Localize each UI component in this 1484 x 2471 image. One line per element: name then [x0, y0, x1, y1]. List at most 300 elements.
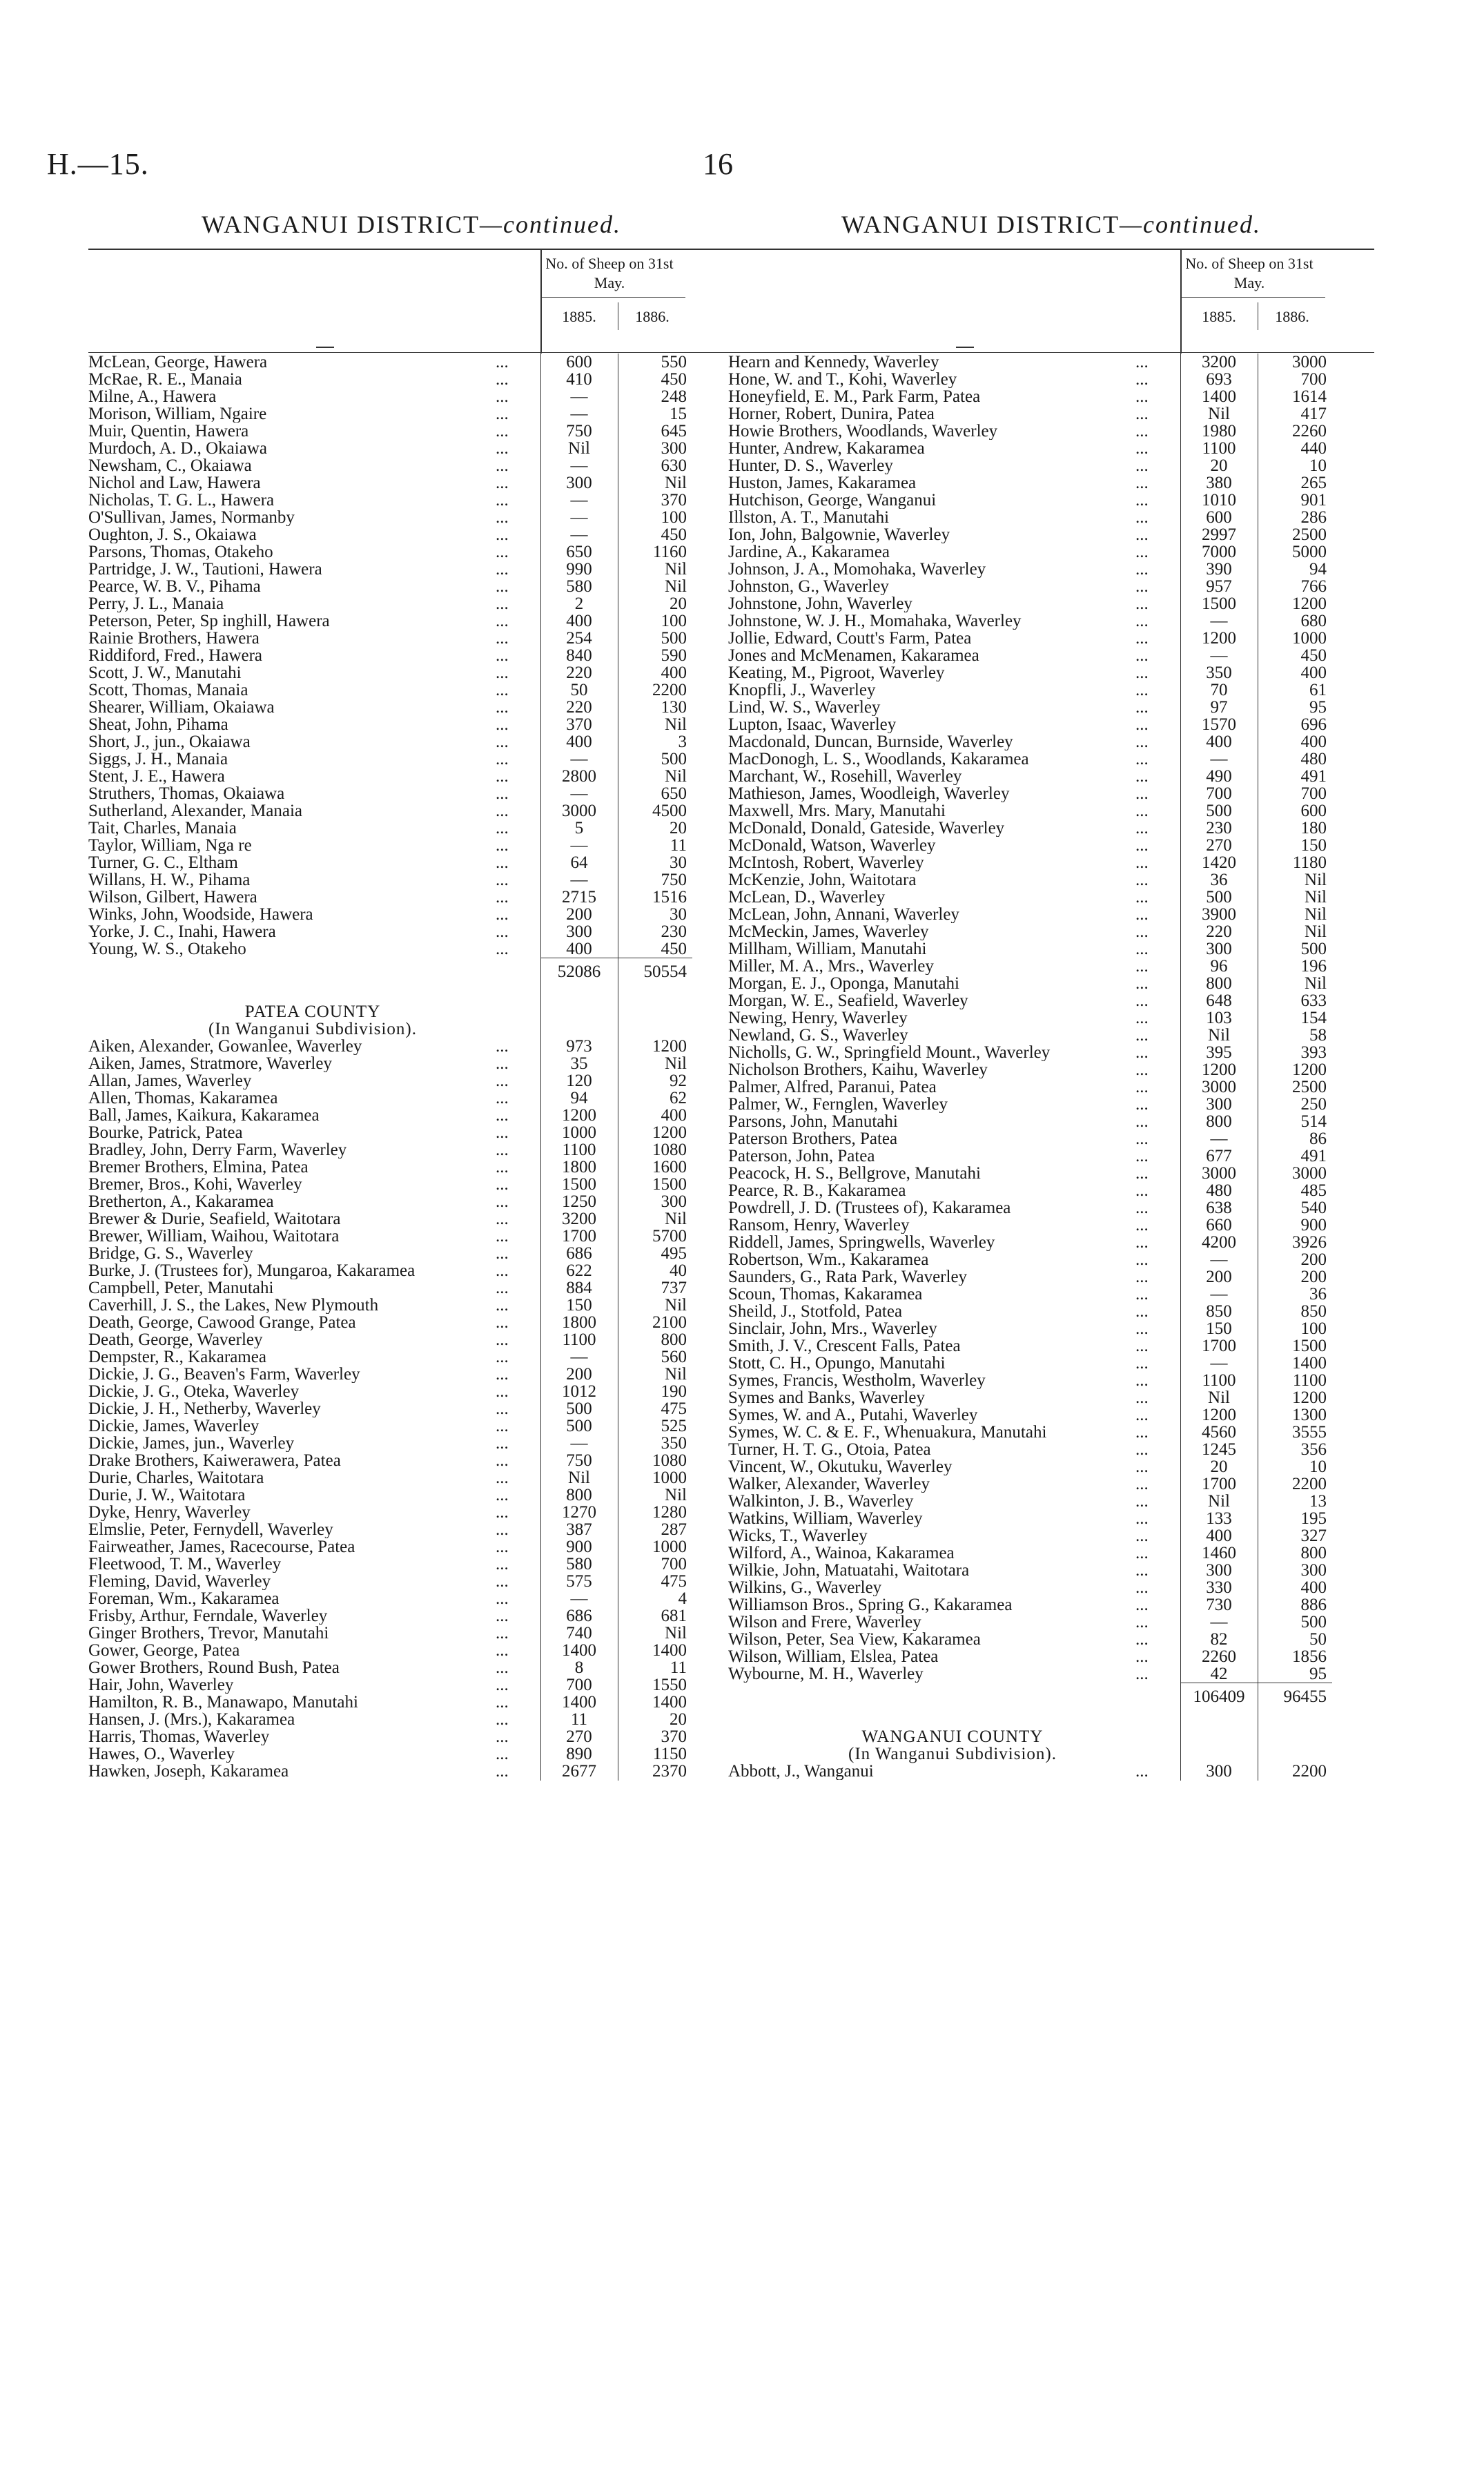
table-row	[728, 854, 1374, 871]
sheep-1885-value: 3000	[1202, 1078, 1236, 1096]
sheep-1886-value: 150	[1300, 836, 1327, 855]
owner-name: Hunter, Andrew, Kakaramea	[728, 440, 925, 457]
leader-dots: ...	[496, 594, 509, 613]
sheep-1885-value: 400	[566, 612, 592, 630]
sheep-1886-value: 100	[661, 612, 687, 630]
sheep-1886-value: 1614	[1292, 387, 1327, 406]
table-row	[728, 1493, 1374, 1510]
leader-dots: ...	[1135, 1492, 1149, 1511]
leader-dots: ...	[1135, 577, 1149, 596]
leader-dots: ...	[496, 646, 509, 665]
table-row	[88, 1607, 734, 1625]
sheep-1886-value: 5700	[652, 1227, 687, 1246]
leader-dots: ...	[496, 663, 509, 682]
leader-dots: ...	[1135, 1199, 1149, 1217]
table-row	[88, 1728, 734, 1745]
leader-dots: ...	[1135, 439, 1149, 458]
sheep-1885-value: 1500	[1202, 594, 1236, 613]
sheep-1886-value: 450	[1300, 646, 1327, 665]
sheep-1886-value: 10	[1309, 1457, 1327, 1476]
table-row	[88, 405, 734, 423]
leader-dots: ...	[1135, 387, 1149, 406]
name-column-dash	[956, 347, 974, 348]
owner-name: Sinclair, John, Mrs., Waverley	[728, 1320, 937, 1337]
table-row	[88, 820, 734, 837]
table-row	[88, 1452, 734, 1469]
sheep-1885-value: 330	[1206, 1578, 1232, 1597]
sheep-1886-value: 1000	[1292, 629, 1327, 648]
leader-dots: ...	[1135, 871, 1149, 889]
owner-name: Wybourne, M. H., Waverley	[728, 1665, 924, 1683]
leader-dots: ...	[1135, 905, 1149, 924]
total-row	[1180, 1683, 1332, 1711]
sheep-count-header: No. of Sheep on 31st May.	[1185, 255, 1314, 291]
owner-name: Aiken, Alexander, Gowanlee, Waverley	[88, 1038, 362, 1055]
leader-dots: ...	[1135, 1026, 1149, 1045]
leader-dots: ...	[1135, 1665, 1149, 1683]
owner-name: Palmer, W., Fernglen, Waverley	[728, 1096, 948, 1113]
leader-dots: ...	[1135, 1544, 1149, 1562]
leader-dots: ...	[1135, 1250, 1149, 1269]
leader-dots: ...	[1135, 1147, 1149, 1165]
owner-name: Morgan, E. J., Oponga, Manutahi	[728, 975, 959, 992]
table-row	[728, 440, 1374, 457]
owner-name: Taylor, William, Nga re	[88, 837, 252, 854]
sheep-1885-value: Nil	[1208, 1388, 1230, 1407]
table-row	[728, 975, 1374, 992]
owner-name: Stent, J. E., Hawera	[88, 768, 225, 785]
leader-dots: ...	[1135, 629, 1149, 648]
leader-dots: ...	[496, 767, 509, 786]
sheep-1886-value: 58	[1309, 1026, 1327, 1045]
table-row	[728, 1337, 1374, 1355]
owner-name: Turner, G. C., Eltham	[88, 854, 238, 871]
sheep-1886-value: Nil	[665, 715, 687, 734]
sheep-1885-value: 230	[1206, 819, 1232, 837]
table-row	[728, 1355, 1374, 1372]
page-number: 16	[703, 147, 733, 181]
sheep-1885-value: 600	[1206, 508, 1232, 527]
table-row	[88, 1245, 734, 1262]
sheep-1886-value: 400	[661, 1106, 687, 1125]
sheep-1886-value: 560	[661, 1348, 687, 1366]
leader-dots: ...	[1135, 974, 1149, 993]
sheep-1885-value: 500	[566, 1417, 592, 1435]
leader-dots: ...	[1135, 646, 1149, 665]
table-row	[88, 543, 734, 561]
table-row	[728, 1631, 1374, 1648]
sheep-1886-value: 450	[661, 370, 687, 389]
owner-name: Dickie, James, Waverley	[88, 1417, 260, 1435]
table-row	[88, 1573, 734, 1590]
table-row	[88, 768, 734, 785]
owner-name: Muir, Quentin, Hawera	[88, 423, 249, 440]
owner-name: Morison, William, Ngaire	[88, 405, 267, 423]
leader-dots: ...	[496, 715, 509, 734]
sheep-1885-value: 103	[1206, 1009, 1232, 1027]
table-row	[728, 1648, 1374, 1665]
sheep-1885-value: 973	[566, 1037, 592, 1056]
sheep-1885-value: 220	[566, 663, 592, 682]
sheep-1886-value: 3926	[1292, 1233, 1327, 1252]
sheep-1886-value: 1200	[1292, 1388, 1327, 1407]
sheep-1885-value: 1420	[1202, 853, 1236, 872]
sheep-1885-value: 387	[566, 1520, 592, 1539]
owner-name: Brewer, William, Waihou, Waitotara	[88, 1228, 340, 1245]
sheep-1885-value: Nil	[1208, 1492, 1230, 1511]
table-row	[88, 1089, 734, 1107]
sheep-1885-value: 700	[1206, 784, 1232, 803]
leader-dots: ...	[1135, 698, 1149, 717]
sheep-1886-value: 1160	[652, 543, 687, 561]
total-1886-value: 96455	[1283, 1687, 1327, 1706]
sheep-1886-value: 1550	[652, 1676, 687, 1694]
owner-name: Hunter, D. S., Waverley	[728, 457, 893, 474]
leader-dots: ...	[496, 1089, 509, 1107]
leader-dots: ...	[1135, 1112, 1149, 1131]
table-row	[88, 1383, 734, 1400]
table-row	[728, 1665, 1374, 1683]
column-title-main: WANGANUI DISTRICT	[202, 211, 480, 238]
sheep-1885-value: 270	[566, 1727, 592, 1746]
owner-name: Partridge, J. W., Tautioni, Hawera	[88, 561, 322, 578]
sheep-1886-value: Nil	[665, 1054, 687, 1073]
sheep-1886-value: 370	[661, 1727, 687, 1746]
leader-dots: ...	[496, 1745, 509, 1763]
leader-dots: ...	[1135, 1216, 1149, 1234]
owner-name: Parsons, Thomas, Otakeho	[88, 543, 273, 561]
table-row	[728, 889, 1374, 906]
leader-dots: ...	[1135, 1596, 1149, 1614]
leader-dots: ...	[1135, 784, 1149, 803]
table-row	[88, 1072, 734, 1089]
owner-name: Miller, M. A., Mrs., Waverley	[728, 958, 934, 975]
sheep-1885-value: 220	[566, 698, 592, 717]
leader-dots: ...	[496, 1158, 509, 1176]
owner-name: Drake Brothers, Kaiwerawera, Patea	[88, 1452, 341, 1469]
sheep-1886-value: 491	[1300, 1147, 1327, 1165]
sheep-1886-value: 500	[1300, 940, 1327, 958]
leader-dots: ...	[1135, 1613, 1149, 1631]
leader-dots: ...	[1135, 715, 1149, 734]
leader-dots: ...	[496, 819, 509, 837]
sheep-1885-value: 648	[1206, 991, 1232, 1010]
sheep-1885-value: 800	[566, 1486, 592, 1504]
leader-dots: ...	[1135, 422, 1149, 440]
sheep-1886-value: 2370	[652, 1762, 687, 1781]
sheep-1885-value: —	[570, 836, 588, 855]
sheep-1886-value: 500	[1300, 1613, 1327, 1631]
table-row	[728, 1303, 1374, 1320]
owner-name: Sutherland, Alexander, Manaia	[88, 802, 303, 820]
owner-name: McIntosh, Robert, Waverley	[728, 854, 924, 871]
owner-name: Campbell, Peter, Manutahi	[88, 1279, 274, 1297]
owner-name: Macdonald, Duncan, Burnside, Waverley	[728, 733, 1013, 750]
owner-name: Rainie Brothers, Hawera	[88, 630, 260, 647]
sheep-1886-value: 20	[670, 1710, 687, 1729]
leader-dots: ...	[496, 1658, 509, 1677]
owner-name: Shearer, William, Okaiawa	[88, 699, 275, 716]
table-row	[728, 750, 1374, 768]
section-subtitle-text: (In Wanganui Subdivision).	[208, 1020, 417, 1038]
owner-name: Fairweather, James, Racecourse, Patea	[88, 1538, 355, 1556]
leader-dots: ...	[1135, 508, 1149, 527]
sheep-1885-value: 500	[1206, 802, 1232, 820]
sheep-1885-value: —	[570, 491, 588, 510]
sheep-1886-value: 850	[1300, 1302, 1327, 1321]
owner-name: Watkins, William, Waverley	[728, 1510, 923, 1527]
sheep-1886-value: 525	[661, 1417, 687, 1435]
sheep-1886-value: 1080	[652, 1451, 687, 1470]
table-row	[728, 1406, 1374, 1424]
leader-dots: ...	[496, 1210, 509, 1228]
owner-name: Paterson Brothers, Patea	[728, 1130, 898, 1147]
sheep-1885-value: 300	[566, 922, 592, 941]
sheep-1886-value: 901	[1300, 491, 1327, 510]
sheep-1885-value: 42	[1210, 1665, 1228, 1683]
sheep-1886-value: 20	[670, 819, 687, 837]
table-row	[88, 750, 734, 768]
leader-dots: ...	[1135, 491, 1149, 510]
sheep-1886-value: Nil	[1305, 922, 1327, 941]
leader-dots: ...	[496, 1037, 509, 1056]
page-code: H.—15.	[47, 147, 149, 181]
table-row	[88, 681, 734, 699]
owner-name: Keating, M., Pigroot, Waverley	[728, 664, 945, 681]
sheep-1885-value: 1000	[562, 1123, 596, 1142]
leader-dots: ...	[1135, 1233, 1149, 1252]
table-row	[88, 1193, 734, 1210]
sheep-1885-value: 2997	[1202, 525, 1236, 544]
sheep-1885-value: 2	[574, 594, 584, 613]
leader-dots: ...	[496, 681, 509, 699]
sheep-1886-value: 480	[1300, 750, 1327, 768]
header-rule	[1180, 297, 1325, 298]
sheep-1886-value: 500	[661, 629, 687, 648]
owner-name: Howie Brothers, Woodlands, Waverley	[728, 423, 998, 440]
sheep-1885-value: 3000	[1202, 1164, 1236, 1183]
leader-dots: ...	[496, 733, 509, 751]
sheep-1886-value: 40	[670, 1261, 687, 1280]
table-row	[728, 1130, 1374, 1147]
owner-name: Marchant, W., Rosehill, Waverley	[728, 768, 962, 785]
sheep-1886-value: 180	[1300, 819, 1327, 837]
leader-dots: ...	[1135, 750, 1149, 768]
sheep-1886-value: 800	[661, 1330, 687, 1349]
left-column	[88, 207, 734, 1780]
owner-name: Wilson and Frere, Waverley	[728, 1614, 921, 1631]
owner-name: Vincent, W., Okutuku, Waverley	[728, 1458, 953, 1475]
sheep-1886-value: 11	[670, 836, 687, 855]
value-column-left-rule	[1180, 353, 1181, 1781]
owner-name: Short, J., jun., Okaiawa	[88, 733, 251, 750]
leader-dots: ...	[496, 560, 509, 579]
sheep-1886-value: 3000	[1292, 353, 1327, 371]
owner-name: Walkinton, J. B., Waverley	[728, 1493, 914, 1510]
sheep-1885-value: 900	[566, 1538, 592, 1556]
sheep-1885-value: 150	[566, 1296, 592, 1315]
sheep-1885-value: —	[570, 525, 588, 544]
sheep-1886-value: 1280	[652, 1503, 687, 1522]
table-row	[728, 906, 1374, 923]
sheep-1885-value: —	[570, 750, 588, 768]
sheep-1885-value: 20	[1210, 456, 1228, 475]
sheep-1886-value: 36	[1309, 1285, 1327, 1304]
leader-dots: ...	[496, 387, 509, 406]
right-column-title	[728, 207, 1374, 249]
owner-name: Fleming, David, Waverley	[88, 1573, 271, 1590]
owner-name: Dempster, R., Kakaramea	[88, 1348, 266, 1366]
owner-name: Millham, William, Manutahi	[728, 940, 927, 958]
owner-name: Huston, James, Kakaramea	[728, 474, 917, 492]
table-row	[728, 1510, 1374, 1527]
leader-dots: ...	[1135, 1561, 1149, 1580]
right-table-body	[728, 353, 1374, 1780]
table-row	[88, 1124, 734, 1141]
table-row	[88, 1538, 734, 1556]
sheep-1886-value: 1150	[652, 1745, 687, 1763]
table-row	[728, 1251, 1374, 1268]
sheep-1886-value: 485	[1300, 1181, 1327, 1200]
leader-dots: ...	[1135, 1285, 1149, 1304]
owner-name: Williamson Bros., Spring G., Kakaramea	[728, 1596, 1013, 1614]
sheep-1886-value: 130	[661, 698, 687, 717]
owner-name: McRae, R. E., Manaia	[88, 371, 242, 388]
table-row	[88, 1366, 734, 1383]
sheep-1886-value: 230	[661, 922, 687, 941]
sheep-1886-value: 2260	[1292, 422, 1327, 440]
sheep-1886-value: 1000	[652, 1538, 687, 1556]
sheep-1885-value: 133	[1206, 1509, 1232, 1528]
sheep-1885-value: 1245	[1202, 1440, 1236, 1459]
table-row	[728, 1372, 1374, 1389]
sheep-1886-value: 696	[1300, 715, 1327, 734]
sheep-1885-value: —	[570, 508, 588, 527]
sheep-1885-value: 120	[566, 1072, 592, 1090]
table-row	[728, 353, 1374, 371]
leader-dots: ...	[496, 1710, 509, 1729]
sheep-1885-value: 4200	[1202, 1233, 1236, 1252]
sheep-1885-value: —	[1210, 750, 1228, 768]
sheep-1885-value: 750	[566, 1451, 592, 1470]
sheep-1886-value: 1200	[1292, 594, 1327, 613]
owner-name: Bradley, John, Derry Farm, Waverley	[88, 1141, 347, 1159]
table-row	[728, 1268, 1374, 1286]
sheep-1885-value: 3200	[1202, 353, 1236, 371]
owner-name: Murdoch, A. D., Okaiawa	[88, 440, 267, 457]
leader-dots: ...	[496, 750, 509, 768]
leader-dots: ...	[1135, 1475, 1149, 1493]
sheep-1886-value: 3555	[1292, 1423, 1327, 1442]
table-row	[728, 1596, 1374, 1614]
table-row	[88, 1417, 734, 1435]
table-row	[88, 923, 734, 940]
table-row	[88, 802, 734, 820]
leader-dots: ...	[1135, 1302, 1149, 1321]
owner-name: Dyke, Henry, Waverley	[88, 1504, 251, 1521]
leader-dots: ...	[496, 1486, 509, 1504]
owner-name: Pearce, W. B. V., Pihama	[88, 578, 261, 595]
owner-name: Saunders, G., Rata Park, Waverley	[728, 1268, 968, 1286]
owner-name: Death, George, Waverley	[88, 1331, 263, 1348]
sheep-1886-value: Nil	[665, 1210, 687, 1228]
owner-name: Ginger Brothers, Trevor, Manutahi	[88, 1625, 329, 1642]
sheep-1886-value: 5000	[1292, 543, 1327, 561]
total-row	[540, 958, 692, 986]
sheep-1886-value: Nil	[665, 577, 687, 596]
owner-name: Nicholls, G. W., Springfield Mount., Waverley	[728, 1044, 1051, 1061]
leader-dots: ...	[1135, 525, 1149, 544]
table-row	[728, 940, 1374, 958]
sheep-1885-value: 1100	[1202, 439, 1236, 458]
owner-name: Perry, J. L., Manaia	[88, 595, 224, 612]
table-row	[88, 457, 734, 474]
sheep-1886-value: 700	[1300, 370, 1327, 389]
sheep-1885-value: —	[570, 405, 588, 423]
sheep-1885-value: 82	[1210, 1630, 1228, 1649]
owner-name: Bretherton, A., Kakaramea	[88, 1193, 274, 1210]
table-row	[88, 1107, 734, 1124]
value-column-left-rule	[540, 353, 541, 1781]
sheep-1886-value: 514	[1300, 1112, 1327, 1131]
year-1886-header: 1886.	[635, 308, 670, 325]
sheep-1885-value: 350	[1206, 663, 1232, 682]
owner-name: Bridge, G. S., Waverley	[88, 1245, 253, 1262]
sheep-1885-value: 957	[1206, 577, 1232, 596]
sheep-1885-value: 660	[1206, 1216, 1232, 1234]
sheep-1885-value: 1100	[562, 1141, 596, 1159]
owner-name: Oughton, J. S., Okaiawa	[88, 526, 257, 543]
sheep-1886-value: 680	[1300, 612, 1327, 630]
table-row	[728, 595, 1374, 612]
sheep-1886-value: 248	[661, 387, 687, 406]
table-row	[88, 837, 734, 854]
sheep-1886-value: Nil	[1305, 905, 1327, 924]
sheep-1885-value: —	[570, 871, 588, 889]
table-row	[88, 647, 734, 664]
table-row	[88, 1176, 734, 1193]
leader-dots: ...	[496, 456, 509, 475]
owner-name: Bremer Brothers, Elmina, Patea	[88, 1159, 309, 1176]
sheep-1885-value: 677	[1206, 1147, 1232, 1165]
leader-dots: ...	[1135, 1268, 1149, 1286]
leader-dots: ...	[496, 853, 509, 872]
owner-name: Hansen, J. (Mrs.), Kakaramea	[88, 1711, 295, 1728]
leader-dots: ...	[496, 629, 509, 648]
table-row	[728, 1113, 1374, 1130]
sheep-1885-value: 20	[1210, 1457, 1228, 1476]
leader-dots: ...	[496, 577, 509, 596]
table-row	[88, 1038, 734, 1055]
sheep-1886-value: 400	[1300, 663, 1327, 682]
sheep-1886-value: 475	[661, 1399, 687, 1418]
sheep-1885-value: —	[1210, 1130, 1228, 1148]
owner-name: Yorke, J. C., Inahi, Hawera	[88, 923, 276, 940]
sheep-1885-value: 580	[566, 1555, 592, 1573]
leader-dots: ...	[496, 491, 509, 510]
sheep-1886-value: 11	[670, 1658, 687, 1677]
owner-name: Durie, J. W., Waitotara	[88, 1486, 246, 1504]
table-row	[728, 492, 1374, 509]
table-row	[88, 492, 734, 509]
table-row	[728, 1044, 1374, 1061]
sheep-1886-value: 20	[670, 594, 687, 613]
table-row	[728, 561, 1374, 578]
table-row	[728, 1424, 1374, 1441]
sheep-1886-value: 10	[1309, 456, 1327, 475]
sheep-1885-value: 300	[1206, 940, 1232, 958]
sheep-1886-value: 550	[661, 353, 687, 371]
